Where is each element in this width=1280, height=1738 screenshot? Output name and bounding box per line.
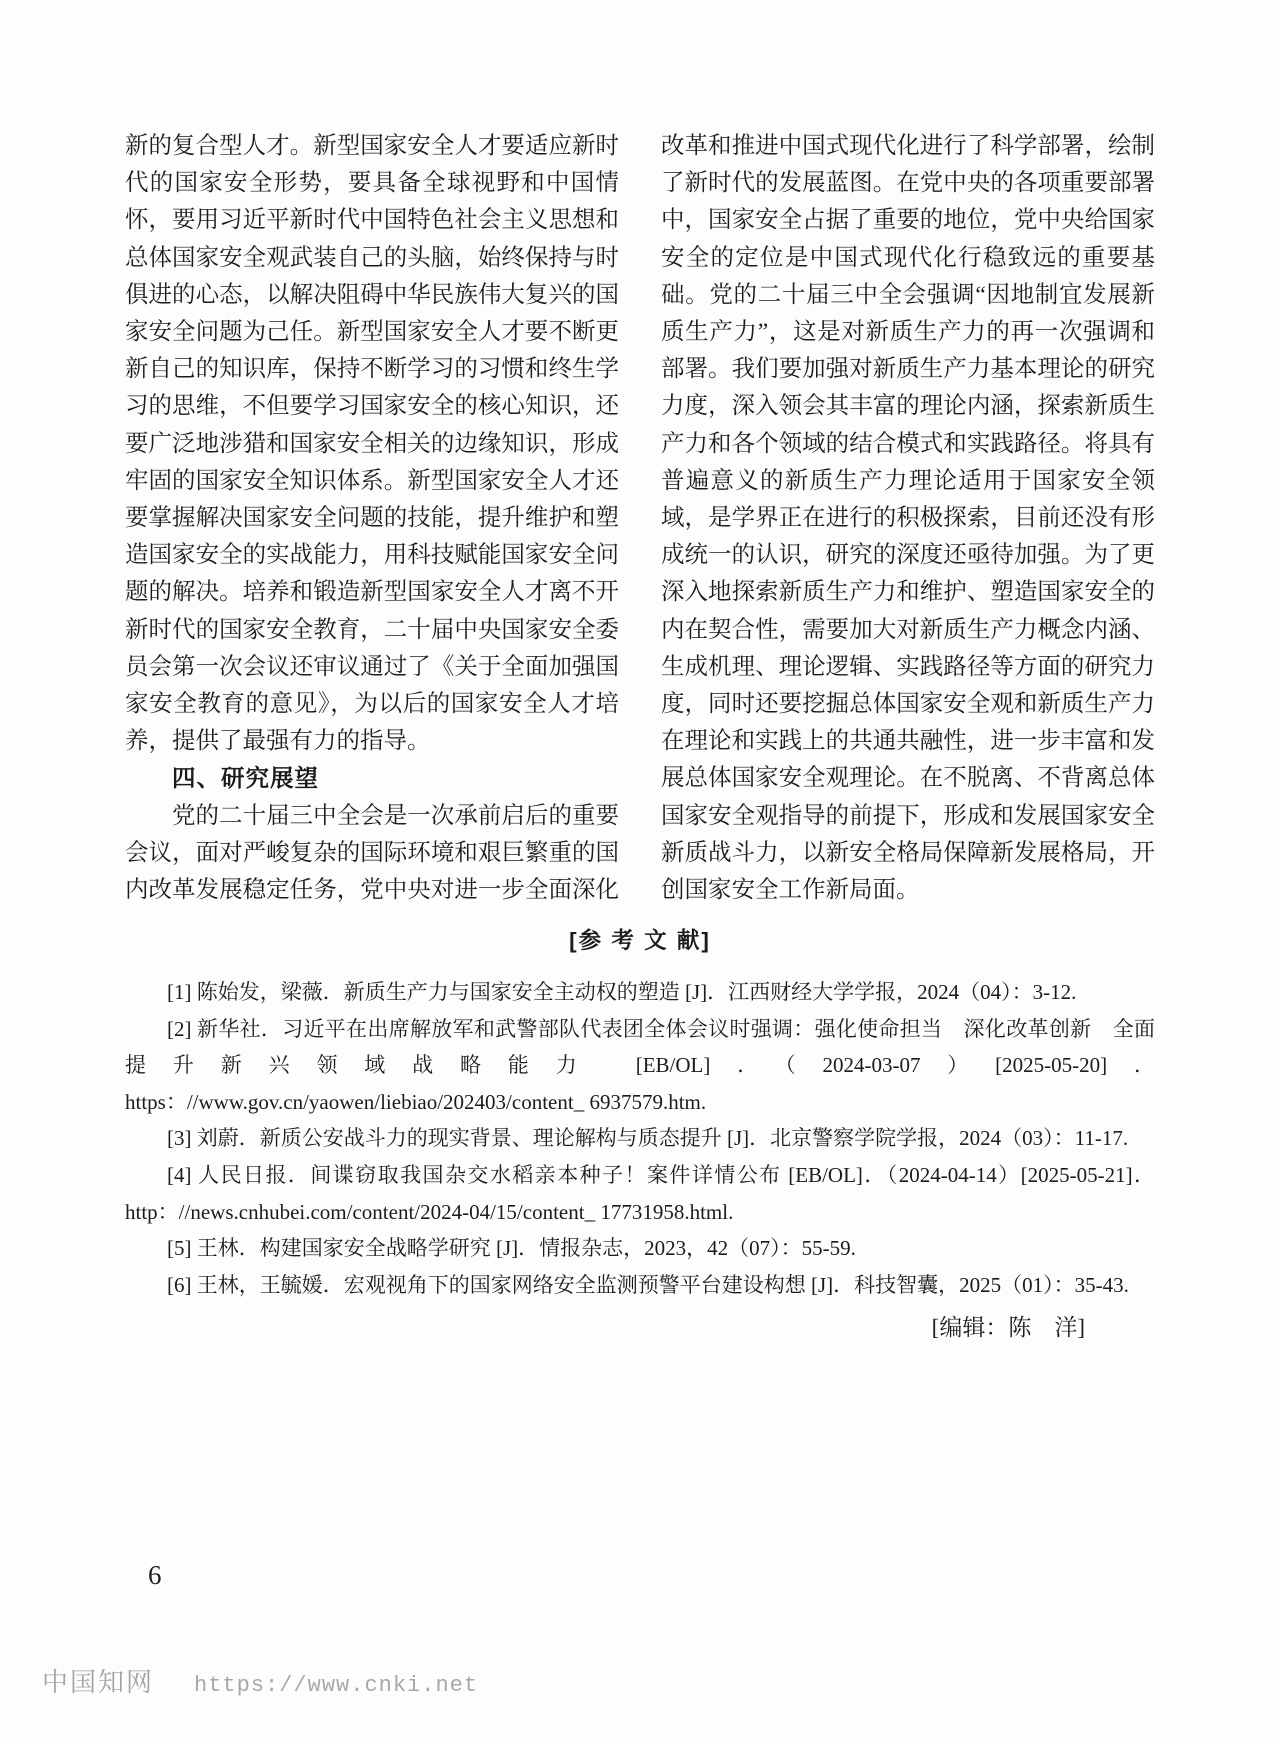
- cnki-url-label: https://www.cnki.net: [194, 1673, 479, 1698]
- article-content: [125, 128, 1155, 1346]
- cnki-brand-label: 中国知网: [42, 1668, 155, 1697]
- reference-item-3: [3] 刘蔚．新质公安战斗力的现实背景、理论解构与质态提升 [J]．北京警察学院学报，2024（03）：11-17.: [167, 1126, 1129, 1151]
- paragraph-research-outlook: 党的二十届三中全会是一次承前启后的重要会议，面对严峻复杂的国际环境和艰巨繁重的国内改革发展稳定任务，党中央对进一步全面深化改革和推进中国式现代化进行了科学部署，绘制了新时代的发展蓝图。在党中央的各项重要部署中，国家安全占据了重要的地位，党中央给国家安全的定位是中国式现代化行稳致远的重要基础。党的二十届三中全会强调“因地制宜发展新质生产力”，这是对新质生产力的再一次强调和部署。我们要加强对新质生产力基本理论的研究力度，深入领会其丰富的理论内涵，探索新质生产力和各个领域的结合模式和实践路径。将具有普遍意义的新质生产力理论适用于国家安全领域，是学界正在进行的积极探索，目前还没有形成统一的认识，研究的深度还亟待加强。为了更深入地探索新质生产力和维护、塑造国家安全的内在契合性，需要加大对新质生产力概念内涵、生成机理、理论逻辑、实践路径等方面的研究力度，同时还要挖掘总体国家安全观和新质生产力在理论和实践上的共通共融性，进一步丰富和发展总体国家安全观理论。在不脱离、不背离总体国家安全观指导的前提下，形成和发展国家安全新质战斗力，以新安全格局保障新发展格局，开创国家安全工作新局面。: [125, 133, 1155, 904]
- reference-item-5: [5] 王林．构建国家安全战略学研究 [J]．情报杂志，2023，42（07）：55-59.: [167, 1236, 856, 1261]
- references-heading: [参 考 文 献]: [569, 928, 711, 953]
- paragraph-continuation: 新的复合型人才。新型国家安全人才要适应新时代的国家安全形势，要具备全球视野和中国情怀，要用习近平新时代中国特色社会主义思想和总体国家安全观武装自己的头脑，始终保持与时俱进的心态，以解决阻碍中华民族伟大复兴的国家安全问题为己任。新型国家安全人才要不断更新自己的知识库，保持不断学习的习惯和终生学习的思维，不但要学习国家安全的核心知识，还要广泛地涉猎和国家安全相关的边缘知识，形成牢固的国家安全知识体系。新型国家安全人才还要掌握解决国家安全问题的技能，提升维护和塑造国家安全的实战能力，用科技赋能国家安全问题的解决。培养和锻造新型国家安全人才离不开新时代的国家安全教育，二十届中央国家安全委员会第一次会议还审议通过了《关于全面加强国家安全教育的意见》，为以后的国家安全人才培养，提供了最强有力的指导。: [125, 133, 619, 755]
- editor-note: [编辑：陈 洋]: [931, 1315, 1085, 1341]
- page-number: 6: [148, 1560, 162, 1590]
- reference-item-1: [1] 陈始发，梁薇．新质生产力与国家安全主动权的塑造 [J]．江西财经大学学报，2024（04）：3-12.: [167, 980, 1077, 1004]
- references-section: [125, 924, 1155, 1346]
- reference-item-6: [6] 王林，王毓媛．宏观视角下的国家网络安全监测预警平台建设构想 [J]．科技智囊，2025（01）：35-43.: [167, 1272, 1129, 1297]
- reference-item-4: [4] 人民日报．间谍窃取我国杂交水稻亲本种子！案件详情公布 [EB/OL]．（2024-04-14）[2025-05-21]．http：//news.cnhubei.com/content/2024-04/15/content_ 17731958.html.: [125, 1162, 1155, 1224]
- reference-item-2: [2] 新华社．习近平在出席解放军和武警部队代表团全体会议时强调：强化使命担当 深化改革创新 全面提升新兴领域战略能力 [EB/OL]．（2024-03-07）[2025-05-20]．https：//www.gov.cn/yaowen/liebiao/202403/content_ 6937579.htm.: [125, 1016, 1155, 1114]
- section-heading-research-outlook: 四、研究展望: [172, 765, 319, 792]
- cnki-watermark: [42, 1662, 478, 1699]
- article-two-column-body: [125, 128, 1155, 910]
